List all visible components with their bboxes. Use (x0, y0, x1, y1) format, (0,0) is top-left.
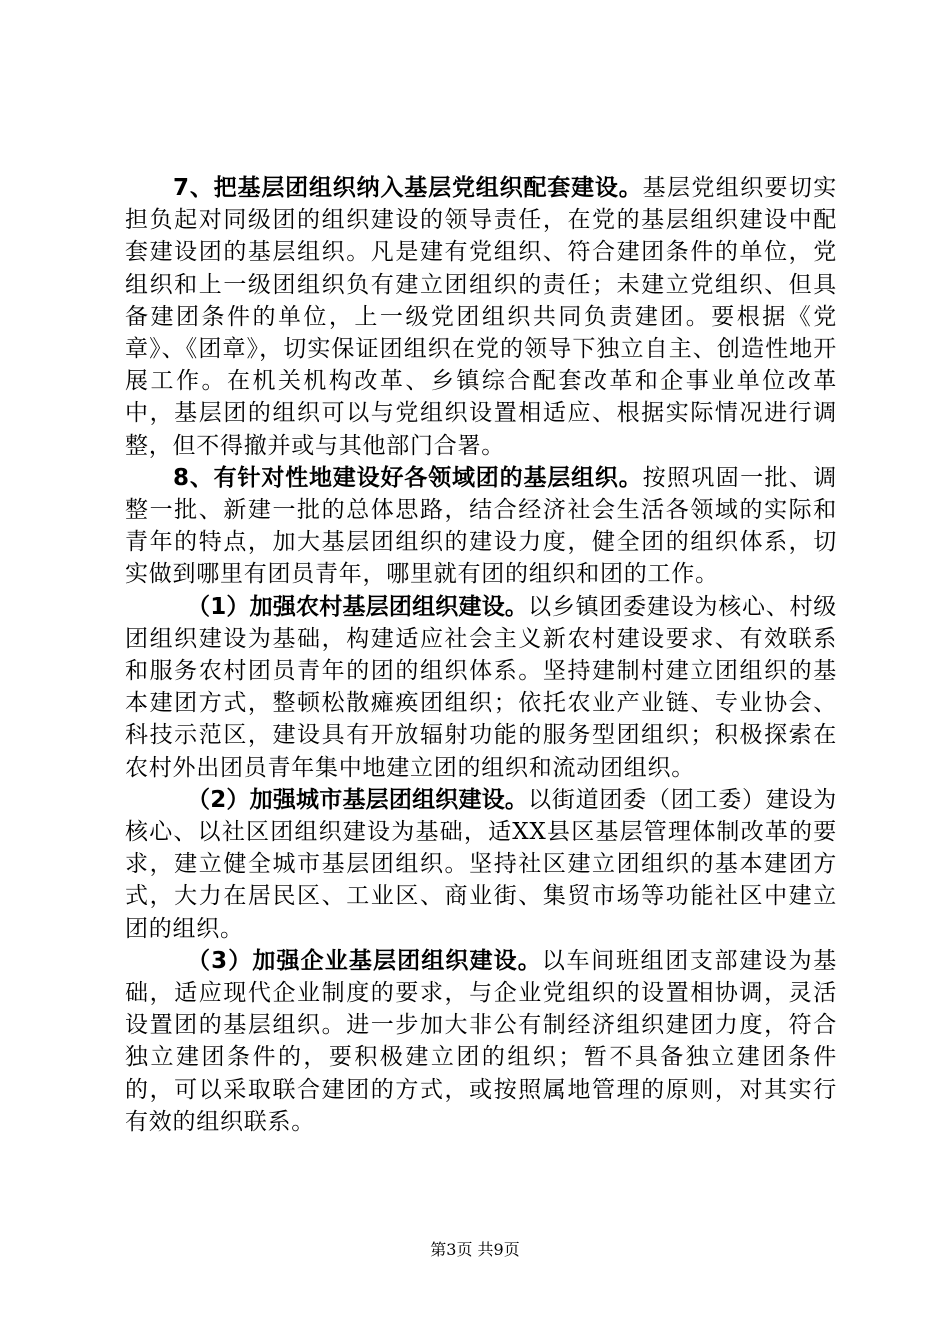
paragraph-7 (125, 172, 837, 462)
paragraph-8-3-text: 以车间班组团支部建设为基础，适应现代企业制度的要求，与企业党组织的设置相协调，灵活设置团的基层组织。进一步加大非公有制经济组织建团力度，符合独立建团条件的，要积极建立团的组织；暂不具备独立建团条件的，可以采取联合建团的方式，或按照属地管理的原则，对其实行有效的组织联系。 (125, 947, 837, 1135)
paragraph-8-1 (125, 591, 837, 784)
paragraph-8-heading: 8、有针对性地建设好各领域团的基层组织。 (173, 464, 643, 491)
paragraph-8-2-heading: （2）加强城市基层团组织建设。 (187, 786, 529, 813)
paragraph-7-text: 基层党组织要切实担负起对同级团的组织建设的领导责任，在党的基层组织建设中配套建设团的基层组织。凡是建有党组织、符合建团条件的单位，党组织和上一级团组织负有建立团组织的责任；未建立党组织、但具备建团条件的单位，上一级党团组织共同负责建团。要根据《党章》、《团章》，切实保证团组织在党的领导下独立自主、创造性地开展工作。在机关机构改革、乡镇综合配套改革和企事业单位改革中，基层团的组织可以与党组织设置相适应、根据实际情况进行调整，但不得撤并或与其他部门合署。 (125, 175, 837, 459)
document-body (125, 172, 837, 1138)
paragraph-8-3 (125, 945, 837, 1138)
page-footer: 第3页 共9页 (430, 1240, 520, 1259)
paragraph-8-1-heading: （1）加强农村基层团组织建设。 (187, 593, 529, 620)
paragraph-8 (125, 462, 837, 591)
paragraph-8-text: 按照巩固一批、调整一批、新建一批的总体思路，结合经济社会生活各领域的实际和青年的特点，加大基层团组织的建设力度，健全团的组织体系，切实做到哪里有团员青年，哪里就有团的组织和团的工作。 (125, 464, 837, 588)
paragraph-7-heading: 7、把基层团组织纳入基层党组织配套建设。 (173, 175, 643, 201)
paragraph-8-1-text: 以乡镇团委建设为核心、村级团组织建设为基础，构建适应社会主义新农村建设要求、有效联系和服务农村团员青年的团的组织体系。坚持建制村建立团组织的基本建团方式，整顿松散瘫痪团组织；依托农业产业链、专业协会、科技示范区，建设具有开放辐射功能的服务型团组织；积极探索在农村外出团员青年集中地建立团的组织和流动团组织。 (125, 593, 837, 781)
paragraph-8-3-heading: （3）加强企业基层团组织建设。 (187, 947, 542, 974)
paragraph-8-2 (125, 784, 837, 945)
paragraph-8-2-text: 以街道团委（团工委）建设为核心、以社区团组织建设为基础，适XX县区基层管理体制改革的要求，建立健全城市基层团组织。坚持社区建立团组织的基本建团方式，大力在居民区、工业区、商业街、集贸市场等功能社区中建立团的组织。 (125, 786, 837, 942)
